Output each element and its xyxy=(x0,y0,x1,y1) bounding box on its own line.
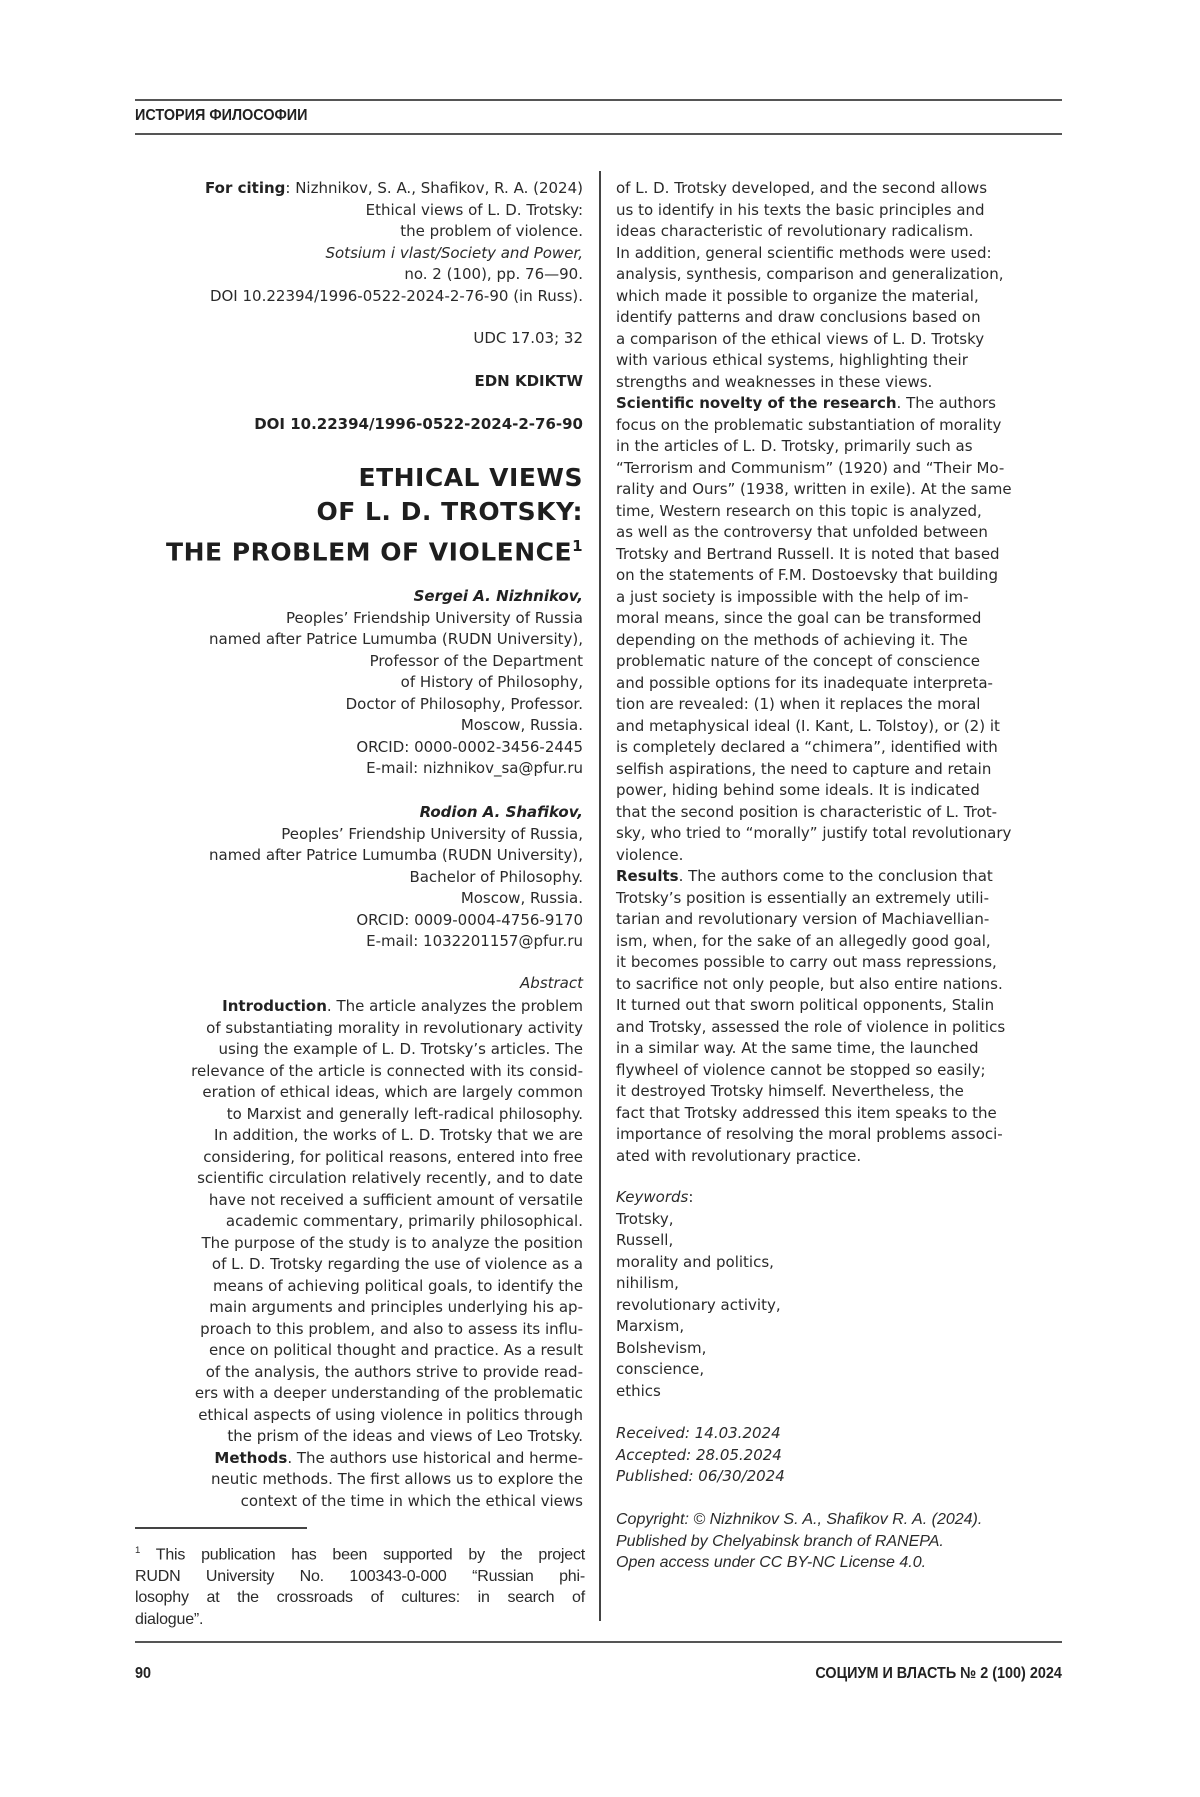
author-affiliation-line: ORCID: 0000-0002-3456-2445 xyxy=(356,737,583,756)
abstract-line xyxy=(616,952,1012,974)
keyword-item: revolutionary activity, xyxy=(616,1295,781,1314)
line-text: sky, who tried to “morally” justify total revolutionary xyxy=(616,824,1012,842)
line-text: Trotsky and Bertrand Russell. It is noted that based xyxy=(616,544,1000,563)
abstract-line xyxy=(191,1362,583,1384)
abstract-line xyxy=(191,1469,583,1491)
abstract-line xyxy=(616,845,1012,867)
keywords-colon: : xyxy=(688,1188,694,1206)
line-text: RUDN University No. 100343-0-000 “Russian phi- xyxy=(135,1567,585,1585)
copyright-line: Copyright: © Nizhnikov S. A., Shafikov R. A. (2024). xyxy=(616,1511,983,1528)
keywords-label: Keywords xyxy=(616,1188,689,1206)
line-text: analysis, synthesis, comparison and generalization, xyxy=(616,265,1004,283)
line-text: flywheel of violence cannot be stopped so easily; xyxy=(616,1060,986,1079)
author-name: Sergei A. Nizhnikov, xyxy=(413,587,583,605)
footnote-line xyxy=(135,1566,585,1588)
line-text: proach to this problem, and also to assess its influ- xyxy=(200,1319,583,1338)
line-text: dialogue”. xyxy=(135,1610,204,1628)
line-text: identify patterns and draw conclusions based on xyxy=(616,308,981,326)
abstract-line xyxy=(616,1124,1012,1146)
date-line: Accepted: 28.05.2024 xyxy=(616,1445,782,1464)
line-text: means of achieving political goals, to identify the xyxy=(213,1276,583,1295)
abstract-line xyxy=(191,1104,583,1126)
abstract-line xyxy=(616,329,1012,351)
abstract-line xyxy=(616,673,1012,695)
line-text: considering, for political reasons, entered into free xyxy=(203,1147,583,1166)
abstract-line xyxy=(616,866,1012,888)
abstract-line xyxy=(191,1297,583,1319)
abstract-line xyxy=(191,1147,583,1169)
author-name: Rodion A. Shafikov, xyxy=(419,803,583,821)
abstract-line xyxy=(191,1276,583,1298)
abstract-line xyxy=(616,479,1012,501)
line-text: context of the time in which the ethical views xyxy=(240,1491,583,1510)
keyword-item: morality and politics, xyxy=(616,1252,774,1271)
citation-label: For citing xyxy=(205,179,286,197)
abstract-left xyxy=(191,996,583,1512)
abstract-line xyxy=(616,694,1012,716)
author-affiliation-line: Professor of the Department xyxy=(369,651,583,670)
abstract-label: Abstract xyxy=(520,974,583,992)
copyright xyxy=(616,1509,982,1574)
line-text: violence. xyxy=(616,845,684,864)
abstract-line xyxy=(616,501,1012,523)
abstract-line xyxy=(616,243,1012,265)
line-text: In addition, general scientific methods were used: xyxy=(616,243,992,262)
abstract-line xyxy=(191,1254,583,1276)
abstract-line xyxy=(191,996,583,1018)
line-text: depending on the methods of achieving it. The xyxy=(616,630,968,649)
abstract-line xyxy=(191,1082,583,1104)
line-text: ism, when, for the sake of an allegedly good goal, xyxy=(616,931,991,950)
abstract-line xyxy=(616,759,1012,781)
abstract-line xyxy=(616,544,1012,566)
abstract-line xyxy=(616,802,1012,824)
abstract-line xyxy=(616,608,1012,630)
line-text: in a similar way. At the same time, the launched xyxy=(616,1039,979,1057)
line-text: ers with a deeper understanding of the problematic xyxy=(194,1384,583,1402)
footnote-rule xyxy=(135,1527,307,1529)
abstract-line xyxy=(191,1426,583,1448)
abstract-line xyxy=(616,350,1012,372)
line-text: it destroyed Trotsky himself. Nevertheless, the xyxy=(616,1082,964,1100)
line-text: us to identify in his texts the basic principles and xyxy=(616,200,985,219)
footnote-line xyxy=(135,1587,585,1609)
citation-line: Ethical views of L. D. Trotsky: xyxy=(365,200,583,219)
line-text: The purpose of the study is to analyze the position xyxy=(201,1233,583,1252)
copyright-line: Open access under CC BY-NC License 4.0. xyxy=(616,1554,927,1571)
footnote-number: 1 xyxy=(135,1545,141,1556)
line-text: ence on political thought and practice. As a result xyxy=(208,1341,583,1359)
line-text: is completely declared a “chimera”, identified with xyxy=(616,738,998,756)
line-text: moral means, since the goal can be transformed xyxy=(616,609,982,627)
line-text: on the statements of F.M. Dostoevsky that building xyxy=(616,566,998,584)
abstract-right xyxy=(616,178,1012,1167)
line-text: a just society is impossible with the help of im- xyxy=(616,587,969,606)
line-text: losophy at the crossroads of cultures: in search of xyxy=(135,1589,585,1607)
abstract-line xyxy=(616,264,1012,286)
author-block xyxy=(209,802,583,953)
line-text: of substantiating morality in revolutionary activity xyxy=(206,1018,583,1037)
abstract-line xyxy=(191,1383,583,1405)
line-text: ated with revolutionary practice. xyxy=(616,1146,862,1165)
line-text: scientific circulation relatively recently, and to date xyxy=(197,1169,583,1187)
keywords xyxy=(616,1187,781,1402)
line-text: and possible options for its inadequate interpreta- xyxy=(616,673,993,692)
abstract-line xyxy=(616,630,1012,652)
author-affiliation-line: Moscow, Russia. xyxy=(460,889,583,907)
line-text: “Terrorism and Communism” (1920) and “Their Mo- xyxy=(616,458,1005,477)
abstract-line xyxy=(191,1039,583,1061)
author-affiliation-line: E-mail: 1032201157@pfur.ru xyxy=(366,932,583,950)
line-text: rality and Ours” (1938, written in exile). At the same xyxy=(616,480,1012,498)
line-text: as well as the controversy that unfolded between xyxy=(616,523,988,541)
line-text: problematic nature of the concept of conscience xyxy=(616,652,981,670)
line-text: neutic methods. The first allows us to explore the xyxy=(211,1470,583,1488)
footnote-line xyxy=(135,1609,585,1631)
line-text: to sacrifice not only people, but also entire nations. xyxy=(616,974,1003,993)
line-text: which made it possible to organize the material, xyxy=(616,286,979,305)
abstract-line xyxy=(616,307,1012,329)
keyword-item: Bolshevism, xyxy=(616,1338,707,1357)
line-text: importance of resolving the moral problems associ- xyxy=(616,1125,1003,1143)
abstract-line xyxy=(191,1211,583,1233)
abstract-line xyxy=(616,737,1012,759)
line-text: of L. D. Trotsky regarding the use of violence as a xyxy=(211,1255,583,1273)
abstract-line xyxy=(616,931,1012,953)
edn: EDN KDIKTW xyxy=(474,372,583,390)
keyword-item: conscience, xyxy=(616,1360,705,1378)
author-affiliation-line: Doctor of Philosophy, Professor. xyxy=(345,694,583,713)
citation-doi: DOI 10.22394/1996-0522-2024-2-76-90 (in Russ). xyxy=(209,286,583,305)
title-line: ETHICAL VIEWS xyxy=(358,463,583,492)
line-text: and Trotsky, assessed the role of violence in politics xyxy=(616,1017,1006,1036)
line-text: relevance of the article is connected with its consid- xyxy=(191,1061,583,1080)
abstract-line xyxy=(616,436,1012,458)
line-text: it becomes possible to carry out mass repressions, xyxy=(616,953,997,971)
line-text: tion are revealed: (1) when it replaces the moral xyxy=(616,695,981,713)
title-line: OF L. D. TROTSKY: xyxy=(316,497,583,526)
line-text: the prism of the ideas and views of Leo Trotsky. xyxy=(227,1427,583,1445)
line-text: main arguments and principles underlying his ap- xyxy=(209,1298,583,1316)
line-text: in the articles of L. D. Trotsky, primarily such as xyxy=(616,437,973,455)
line-text: eration of ethical ideas, which are largely common xyxy=(202,1083,583,1101)
author-affiliation-line: E-mail: nizhnikov_sa@pfur.ru xyxy=(366,759,583,777)
abstract-line xyxy=(616,393,1012,415)
line-text: This publication has been supported by the project xyxy=(140,1546,585,1564)
abstract-line xyxy=(616,823,1012,845)
abstract-line xyxy=(191,1168,583,1190)
keyword-item: nihilism, xyxy=(616,1274,679,1292)
title-line: THE PROBLEM OF VIOLENCE xyxy=(166,537,573,567)
author-affiliation-line: Bachelor of Philosophy. xyxy=(409,867,583,886)
line-text: with various ethical systems, highlighting their xyxy=(616,351,968,369)
abstract-line xyxy=(191,1448,583,1470)
abstract-line xyxy=(616,716,1012,738)
line-text: Trotsky’s position is essentially an extremely utili- xyxy=(616,888,990,907)
date-line: Received: 14.03.2024 xyxy=(616,1424,781,1442)
section-lead: Results xyxy=(616,867,679,885)
udc: UDC 17.03; 32 xyxy=(473,329,583,347)
abstract-line xyxy=(191,1340,583,1362)
line-text: power, hiding behind some ideals. It is indicated xyxy=(616,781,980,799)
abstract-line xyxy=(616,1146,1012,1168)
footer-rule xyxy=(135,1641,1062,1643)
copyright-line: Published by Chelyabinsk branch of RANEPA. xyxy=(616,1532,944,1550)
header-rule-bottom xyxy=(135,133,1062,135)
abstract-line xyxy=(616,1103,1012,1125)
citation-line: the problem of violence. xyxy=(400,222,583,240)
author-affiliation-line: ORCID: 0009-0004-4756-9170 xyxy=(356,910,583,929)
line-text: of L. D. Trotsky developed, and the second allows xyxy=(616,179,988,197)
line-text: using the example of L. D. Trotsky’s articles. The xyxy=(218,1040,583,1058)
abstract-line xyxy=(616,415,1012,437)
abstract-line xyxy=(616,458,1012,480)
citation-block xyxy=(205,178,583,307)
abstract-line xyxy=(191,1405,583,1427)
abstract-line xyxy=(616,995,1012,1017)
abstract-line xyxy=(616,286,1012,308)
abstract-line xyxy=(616,1081,1012,1103)
abstract-line xyxy=(616,1060,1012,1082)
author-affiliation-line: of History of Philosophy, xyxy=(400,673,583,691)
footnote-mark[interactable]: 1 xyxy=(572,537,583,555)
author-affiliation-line: named after Patrice Lumumba (RUDN University), xyxy=(209,846,583,864)
abstract-line xyxy=(616,221,1012,243)
keyword-item: Trotsky, xyxy=(616,1209,674,1228)
section-lead: Introduction xyxy=(222,997,327,1015)
abstract-line xyxy=(616,909,1012,931)
abstract-line xyxy=(616,522,1012,544)
line-text: focus on the problematic substantiation of morality xyxy=(616,415,1002,434)
line-text: of the analysis, the authors strive to provide read- xyxy=(205,1362,583,1381)
line-text: It turned out that sworn political opponents, Stalin xyxy=(616,996,995,1014)
author-affiliation-line: Moscow, Russia. xyxy=(460,716,583,734)
abstract-line xyxy=(616,888,1012,910)
line-text: to Marxist and generally left-radical philosophy. xyxy=(226,1104,583,1123)
section-lead: Methods xyxy=(214,1448,288,1467)
line-text: a comparison of the ethical views of L. D. Trotsky xyxy=(616,329,985,348)
line-text: that the second position is characteristic of L. Trot- xyxy=(616,802,998,821)
abstract-line xyxy=(191,1018,583,1040)
dates xyxy=(616,1423,785,1488)
abstract-line xyxy=(191,1061,583,1083)
footnote-line xyxy=(135,1540,585,1566)
line-text: tarian and revolutionary version of Machiavellian- xyxy=(616,910,990,928)
line-text: In addition, the works of L. D. Trotsky that we are xyxy=(213,1126,583,1144)
author-block xyxy=(209,586,583,780)
line-text: selfish aspirations, the need to capture and retain xyxy=(616,759,992,778)
line-text: time, Western research on this topic is analyzed, xyxy=(616,501,982,520)
abstract-line xyxy=(191,1190,583,1212)
citation-line: : Nizhnikov, S. A., Shafikov, R. A. (2024) xyxy=(285,179,583,197)
keyword-item: Russell, xyxy=(616,1231,674,1249)
line-text: fact that Trotsky addressed this item speaks to the xyxy=(616,1103,997,1122)
abstract-line xyxy=(616,200,1012,222)
abstract-line xyxy=(191,1125,583,1147)
abstract-line xyxy=(191,1233,583,1255)
line-text: . The authors use historical and herme- xyxy=(287,1448,583,1467)
citation-journal: Sotsium i vlast/Society and Power, xyxy=(325,243,583,262)
column-divider xyxy=(599,171,601,1621)
running-header: ИСТОРИЯ ФИЛОСОФИИ xyxy=(135,107,308,124)
abstract-line xyxy=(616,974,1012,996)
line-text: . The authors xyxy=(896,394,996,412)
line-text: academic commentary, primarily philosophical. xyxy=(225,1212,583,1230)
abstract-line xyxy=(616,1038,1012,1060)
author-affiliation-line: Peoples’ Friendship University of Russia xyxy=(286,608,583,627)
abstract-line xyxy=(191,1491,583,1513)
citation-line: no. 2 (100), pp. 76—90. xyxy=(404,265,583,283)
abstract-line xyxy=(616,178,1012,200)
abstract-line xyxy=(191,1319,583,1341)
footnote xyxy=(135,1540,585,1630)
article-title xyxy=(166,461,583,569)
line-text: ethical aspects of using violence in politics through xyxy=(198,1405,583,1424)
line-text: . The article analyzes the problem xyxy=(326,997,583,1015)
abstract-line xyxy=(616,565,1012,587)
abstract-line xyxy=(616,780,1012,802)
section-lead: Scientific novelty of the research xyxy=(616,394,897,412)
keyword-item: ethics xyxy=(616,1381,661,1400)
line-text: and metaphysical ideal (I. Kant, L. Tolstoy), or (2) it xyxy=(616,716,1000,735)
journal-footer: СОЦИУМ И ВЛАСТЬ № 2 (100) 2024 xyxy=(815,1665,1062,1682)
page-number: 90 xyxy=(135,1665,152,1682)
abstract-line xyxy=(616,1017,1012,1039)
header-rule-top xyxy=(135,99,1062,101)
line-text: ideas characteristic of revolutionary radicalism. xyxy=(616,222,974,240)
abstract-line xyxy=(616,651,1012,673)
keyword-item: Marxism, xyxy=(616,1317,685,1335)
line-text: have not received a sufficient amount of versatile xyxy=(208,1190,583,1209)
date-line: Published: 06/30/2024 xyxy=(616,1467,785,1485)
abstract-line xyxy=(616,372,1012,394)
line-text: . The authors come to the conclusion that xyxy=(678,867,993,885)
doi[interactable]: DOI 10.22394/1996-0522-2024-2-76-90 xyxy=(254,415,583,433)
author-affiliation-line: Peoples’ Friendship University of Russia, xyxy=(281,824,583,843)
abstract-line xyxy=(616,587,1012,609)
line-text: strengths and weaknesses in these views. xyxy=(616,372,933,391)
author-affiliation-line: named after Patrice Lumumba (RUDN University), xyxy=(209,630,583,648)
